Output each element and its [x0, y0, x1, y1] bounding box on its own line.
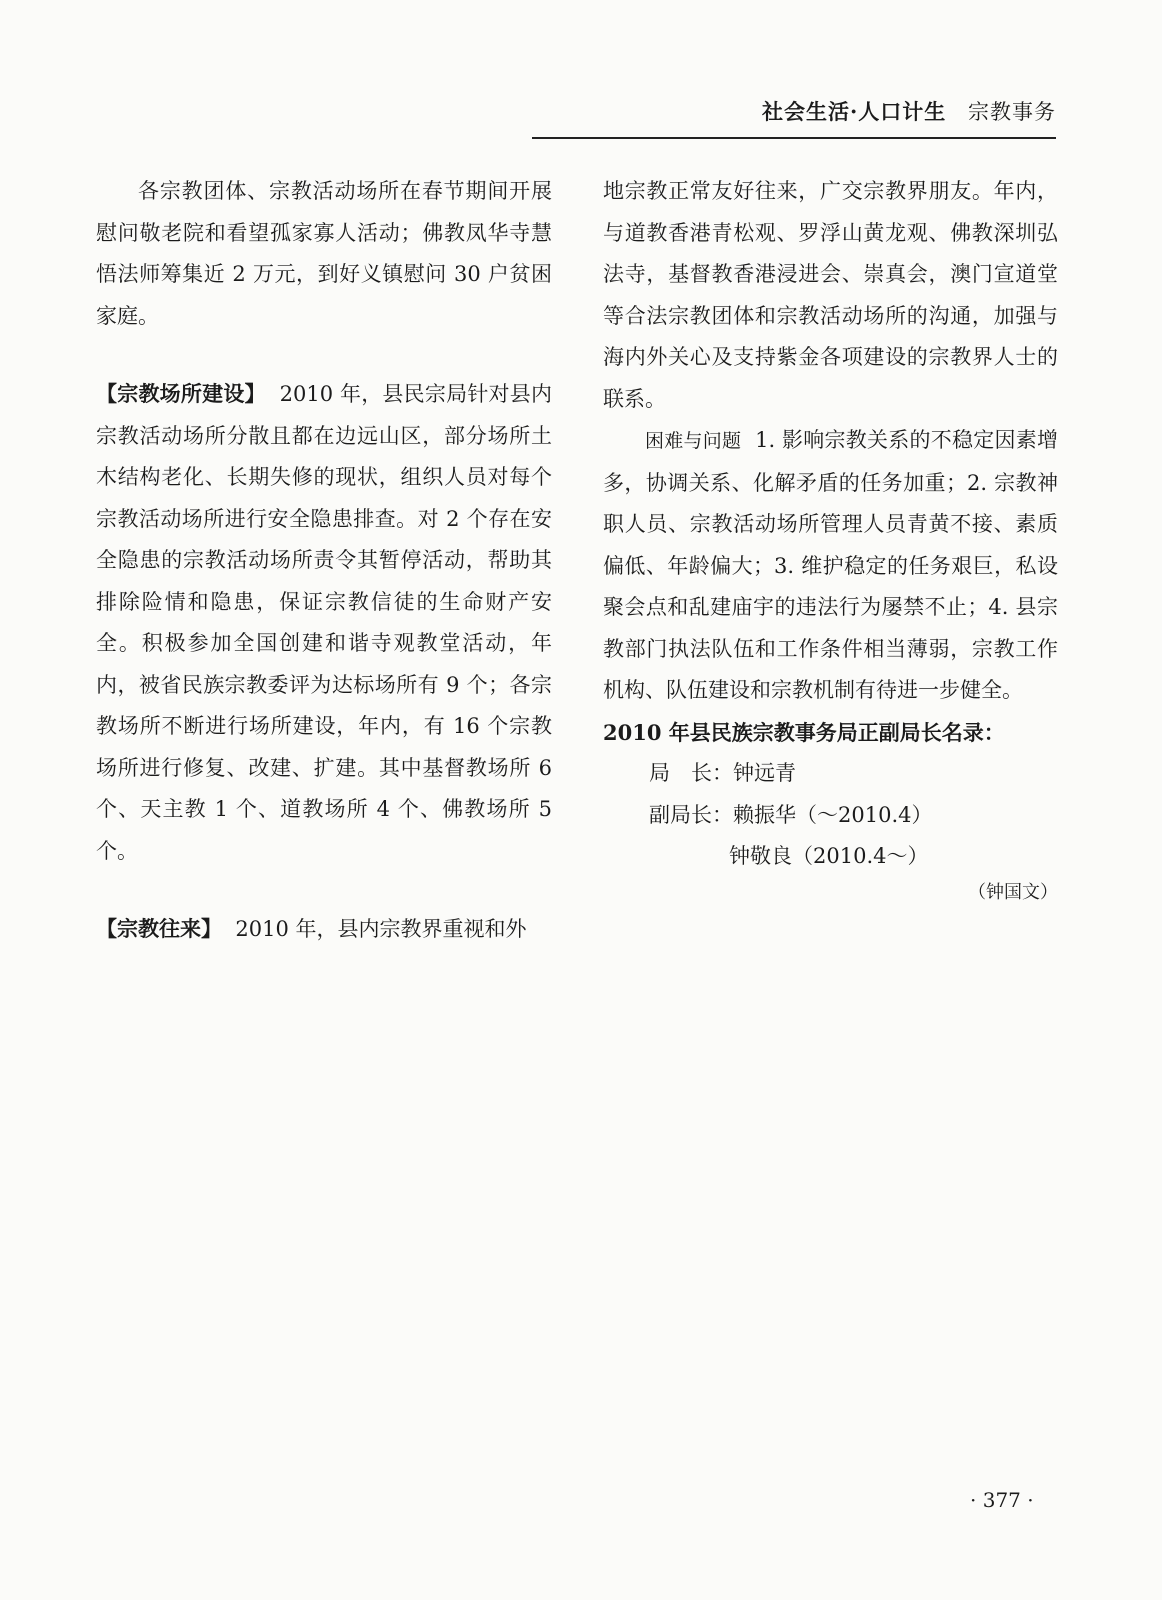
header-subsection: 宗教事务 — [968, 100, 1056, 124]
section-text: 2010 年，县内宗教界重视和外 — [235, 917, 527, 941]
deputy-entry: 钟敬良（2010.4～） — [729, 844, 929, 868]
problems-text: 1. 影响宗教关系的不稳定因素增多，协调关系、化解矛盾的任务加重；2. 宗教神职人员、宗教活动场所管理人员青黄不接、素质偏低、年龄偏大；3. 维护稳定的任务艰巨，私设聚会点和乱建庙宇的违法行为屡禁不止；4. 县宗教部门执法队伍和工作条件相当薄弱，宗教工作机构、队伍建设和宗教机制有待进一步健全。 — [603, 428, 1058, 702]
section-text: 2010 年，县民宗局针对县内宗教活动场所分散且都在边远山区，部分场所土木结构老化、长期失修的现状，组织人员对每个宗教活动场所进行安全隐患排查。对 2 个存在安全隐患的宗教活动场所责令其暂停活动，帮助其排除险情和隐患，保证宗教信徒的生命财产安全。积极参加全国创建和谐寺观教堂活动，年内，被省民族宗教委评为达标场所有 9 个；各宗教场所不断进行场所建设，年内，有 16 个宗教场所进行修复、改建、扩建。其中基督教场所 6 个、天主教 1 个、道教场所 4 个、佛教场所 5 个。 — [96, 382, 553, 863]
paragraph: 地宗教正常友好往来，广交宗教界朋友。年内，与道教香港青松观、罗浮山黄龙观、佛教深圳弘法寺，基督教香港浸进会、崇真会，澳门宣道堂等合法宗教团体和宗教活动场所的沟通，加强与海内外关心及支持紫金各项建设的宗教界人士的联系。 — [603, 179, 1058, 411]
running-header — [532, 96, 1056, 126]
author-credit: （钟国文） — [968, 881, 1058, 903]
problems-paragraph — [603, 420, 1058, 712]
deputy-entry: 副局长：赖振华（～2010.4） — [649, 802, 933, 827]
section-religious-exchange — [96, 908, 552, 951]
page-number: · 377 · — [970, 1488, 1034, 1512]
header-section: 社会生活·人口计生 — [762, 99, 947, 124]
director-list-title: 2010 年县民族宗教事务局正副局长名录： — [603, 719, 1005, 745]
header-rule — [532, 137, 1056, 139]
section-title: 【宗教场所建设】 — [96, 381, 266, 406]
section-religious-sites — [96, 373, 552, 872]
right-column — [603, 171, 1058, 908]
paragraph: 各宗教团体、宗教活动场所在春节期间开展慰问敬老院和看望孤家寡人活动；佛教凤华寺慧悟法师筹集近 2 万元，到好义镇慰问 30 户贫困家庭。 — [96, 179, 552, 328]
problems-label: 困难与问题 — [645, 430, 742, 452]
section-title: 【宗教往来】 — [96, 916, 222, 941]
left-column — [96, 171, 552, 951]
director-entry: 局 长：钟远青 — [649, 761, 796, 785]
